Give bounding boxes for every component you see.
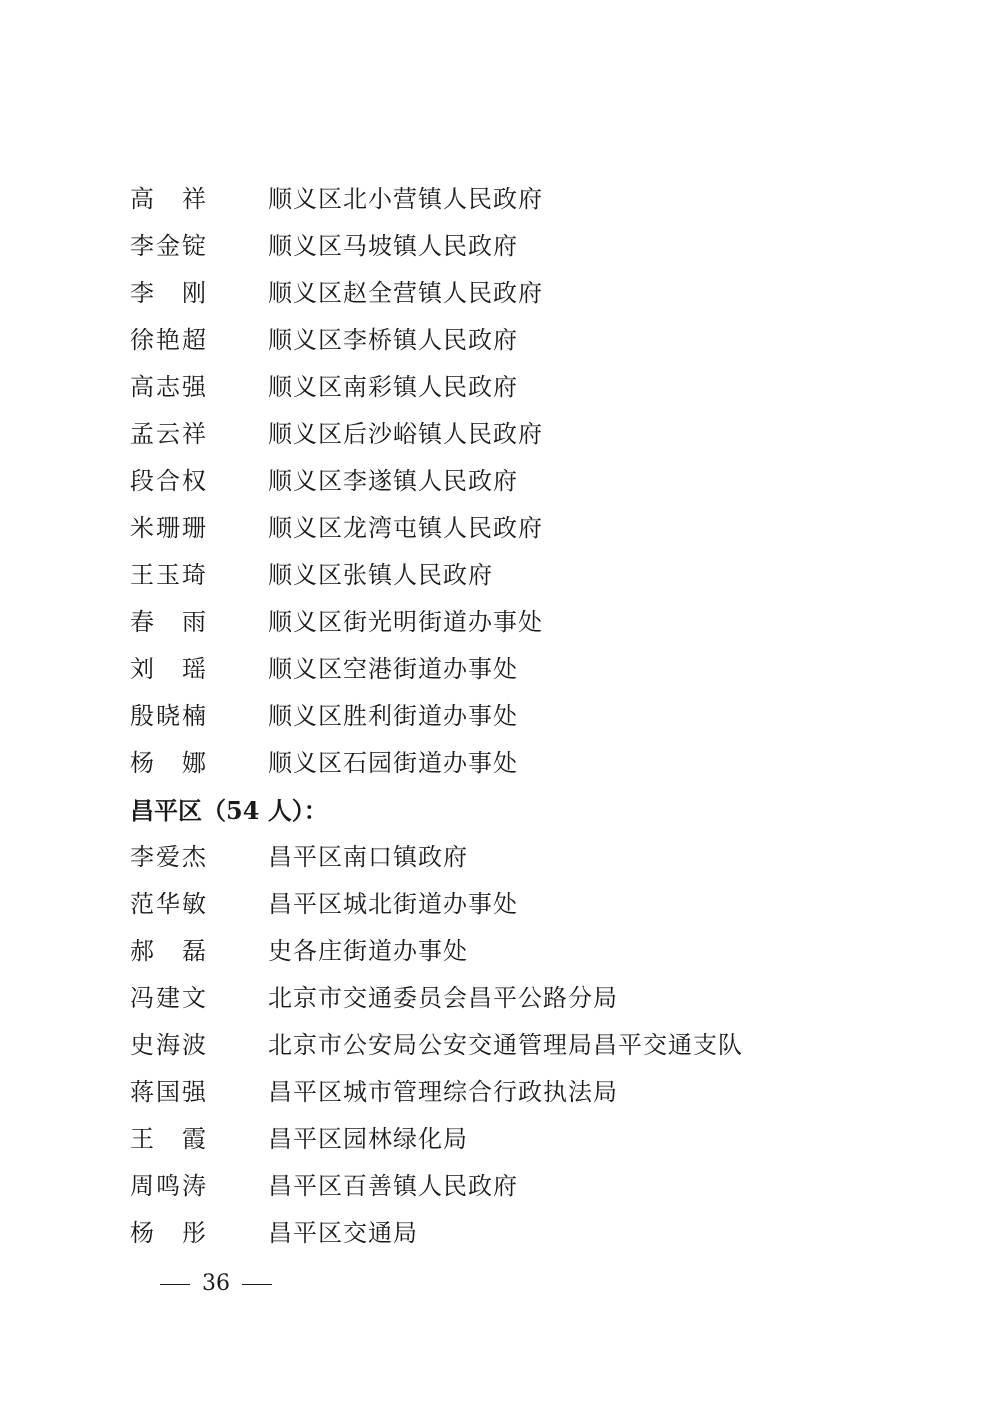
section-heading	[130, 787, 950, 834]
organization: 史各庄街道办事处	[268, 937, 468, 965]
organization: 北京市公安局公安交通管理局昌平交通支队	[268, 1031, 743, 1059]
organization: 顺义区李桥镇人民政府	[268, 326, 518, 354]
organization: 顺义区龙湾屯镇人民政府	[268, 514, 543, 542]
person-name: 周鸣涛	[130, 1172, 206, 1200]
person-name: 米珊珊	[130, 514, 206, 542]
person-name: 高志强	[130, 373, 206, 401]
page-number: 36	[202, 1271, 230, 1296]
footer-dash-left	[160, 1284, 190, 1285]
organization: 顺义区石园街道办事处	[268, 749, 518, 777]
footer-dash-right	[242, 1284, 272, 1285]
organization: 昌平区交通局	[268, 1219, 418, 1247]
organization: 顺义区后沙峪镇人民政府	[268, 420, 543, 448]
list-item	[130, 740, 950, 787]
organization: 顺义区空港街道办事处	[268, 655, 518, 683]
person-name: 史海波	[130, 1031, 206, 1059]
list-item	[130, 223, 950, 270]
list-item	[130, 1163, 950, 1210]
person-name: 杨彤	[130, 1219, 206, 1247]
organization: 顺义区街光明街道办事处	[268, 608, 543, 636]
person-name: 范华敏	[130, 890, 206, 918]
person-name: 王霞	[130, 1125, 206, 1153]
list-item	[130, 411, 950, 458]
list-item	[130, 458, 950, 505]
organization: 顺义区北小营镇人民政府	[268, 185, 543, 213]
organization: 昌平区城市管理综合行政执法局	[268, 1078, 618, 1106]
organization: 顺义区赵全营镇人民政府	[268, 279, 543, 307]
organization: 顺义区马坡镇人民政府	[268, 232, 518, 260]
organization: 北京市交通委员会昌平公路分局	[268, 984, 618, 1012]
list-item	[130, 646, 950, 693]
list-item	[130, 599, 950, 646]
list-item	[130, 1210, 950, 1257]
list-item	[130, 552, 950, 599]
person-name: 殷晓楠	[130, 702, 206, 730]
name-list	[130, 176, 950, 1257]
page-footer	[160, 1266, 272, 1302]
person-name: 蒋国强	[130, 1078, 206, 1106]
list-item	[130, 1116, 950, 1163]
person-name: 高祥	[130, 185, 206, 213]
organization: 昌平区园林绿化局	[268, 1125, 468, 1153]
list-item	[130, 1022, 950, 1069]
person-name: 冯建文	[130, 984, 206, 1012]
person-name: 徐艳超	[130, 326, 206, 354]
list-item	[130, 975, 950, 1022]
organization: 顺义区南彩镇人民政府	[268, 373, 518, 401]
organization: 顺义区张镇人民政府	[268, 561, 493, 589]
person-name: 段合权	[130, 467, 206, 495]
person-name: 郝磊	[130, 937, 206, 965]
person-name: 春雨	[130, 608, 206, 636]
list-item	[130, 881, 950, 928]
organization: 顺义区李遂镇人民政府	[268, 467, 518, 495]
list-item	[130, 270, 950, 317]
organization: 昌平区百善镇人民政府	[268, 1172, 518, 1200]
list-item	[130, 928, 950, 975]
list-item	[130, 317, 950, 364]
organization: 顺义区胜利街道办事处	[268, 702, 518, 730]
person-name: 李金锭	[130, 232, 206, 260]
organization: 昌平区南口镇政府	[268, 843, 468, 871]
person-name: 李刚	[130, 279, 206, 307]
list-item	[130, 176, 950, 223]
list-item	[130, 505, 950, 552]
person-name: 刘瑶	[130, 655, 206, 683]
section-heading-label: 昌平区（54 人）：	[130, 796, 328, 825]
list-item	[130, 834, 950, 881]
organization: 昌平区城北街道办事处	[268, 890, 518, 918]
list-item	[130, 693, 950, 740]
person-name: 李爱杰	[130, 843, 206, 871]
person-name: 孟云祥	[130, 420, 206, 448]
list-item	[130, 364, 950, 411]
person-name: 杨娜	[130, 749, 206, 777]
list-item	[130, 1069, 950, 1116]
person-name: 王玉琦	[130, 561, 206, 589]
